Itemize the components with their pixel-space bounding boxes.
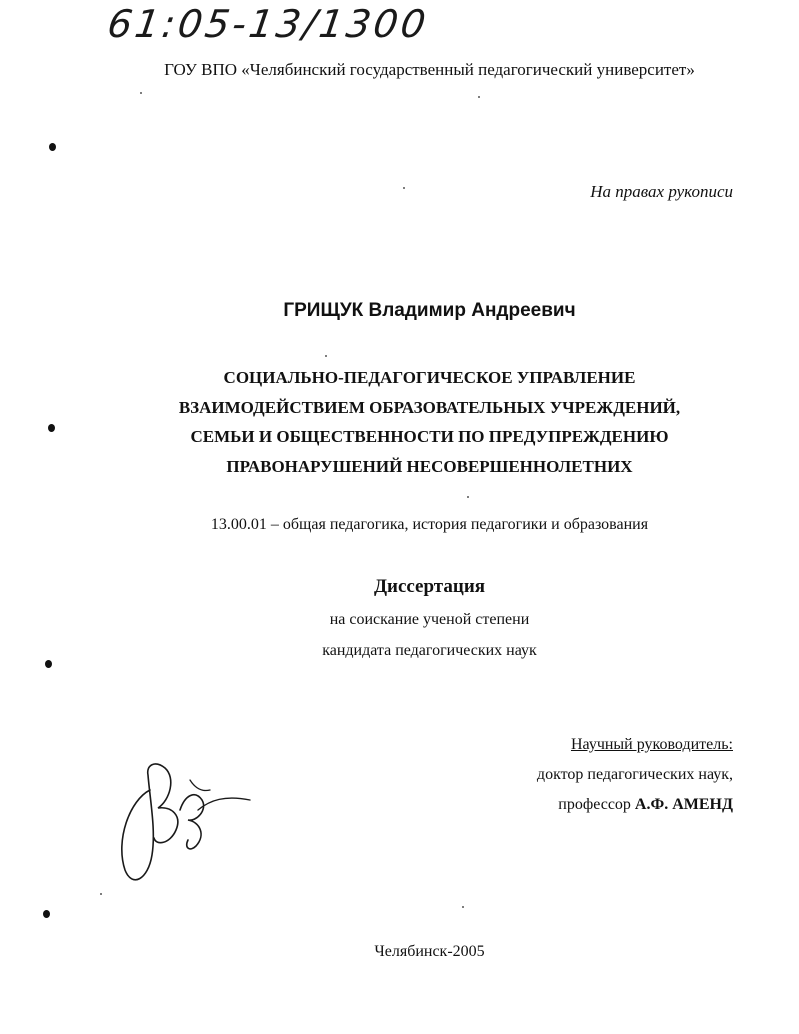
binding-hole-mark [45,660,52,668]
dissertation-title [0,363,799,481]
title-line: ВЗАИМОДЕЙСТВИЕМ ОБРАЗОВАТЕЛЬНЫХ УЧРЕЖДЕНИЙ, [178,397,681,417]
scan-speck [100,893,102,895]
supervisor-name: А.Ф. АМЕНД [634,796,733,813]
scan-speck [478,96,480,98]
supervisor-title: профессор [558,796,631,813]
title-line: СОЦИАЛЬНО-ПЕДАГОГИЧЕСКОЕ УПРАВЛЕНИЕ [223,368,636,387]
work-type: Диссертация [373,576,486,597]
specialty-code: 13.00.01 – общая педагогика, история педагогики и образования [210,516,649,533]
city-year: Челябинск-2005 [374,943,485,960]
binding-hole-mark [48,424,55,432]
title-line: СЕМЬИ И ОБЩЕСТВЕННОСТИ ПО ПРЕДУПРЕЖДЕНИЮ [190,427,669,446]
binding-hole-mark [49,143,56,151]
scan-speck [467,496,469,498]
institution-name: ГОУ ВПО «Челябинский государственный педагогический университет» [164,60,695,79]
handwritten-signature [110,760,260,890]
scan-speck [462,906,464,908]
supervisor-degree: доктор педагогических наук, [536,766,733,783]
degree-line-2: кандидата педагогических наук [322,642,537,659]
manuscript-note: На правах рукописи [590,182,733,201]
scan-speck [325,355,327,357]
supervisor-block [537,730,733,820]
scan-speck [140,92,142,94]
degree-line-1: на соискание ученой степени [329,611,530,628]
handwritten-archive-number: 61:05-13/1300 [104,2,432,46]
supervisor-heading: Научный руководитель: [570,736,733,753]
author-name: ГРИЩУК Владимир Андреевич [283,300,576,321]
title-line: ПРАВОНАРУШЕНИЙ НЕСОВЕРШЕННОЛЕТНИХ [226,456,633,476]
binding-hole-mark [43,910,50,918]
scan-speck [403,187,405,189]
